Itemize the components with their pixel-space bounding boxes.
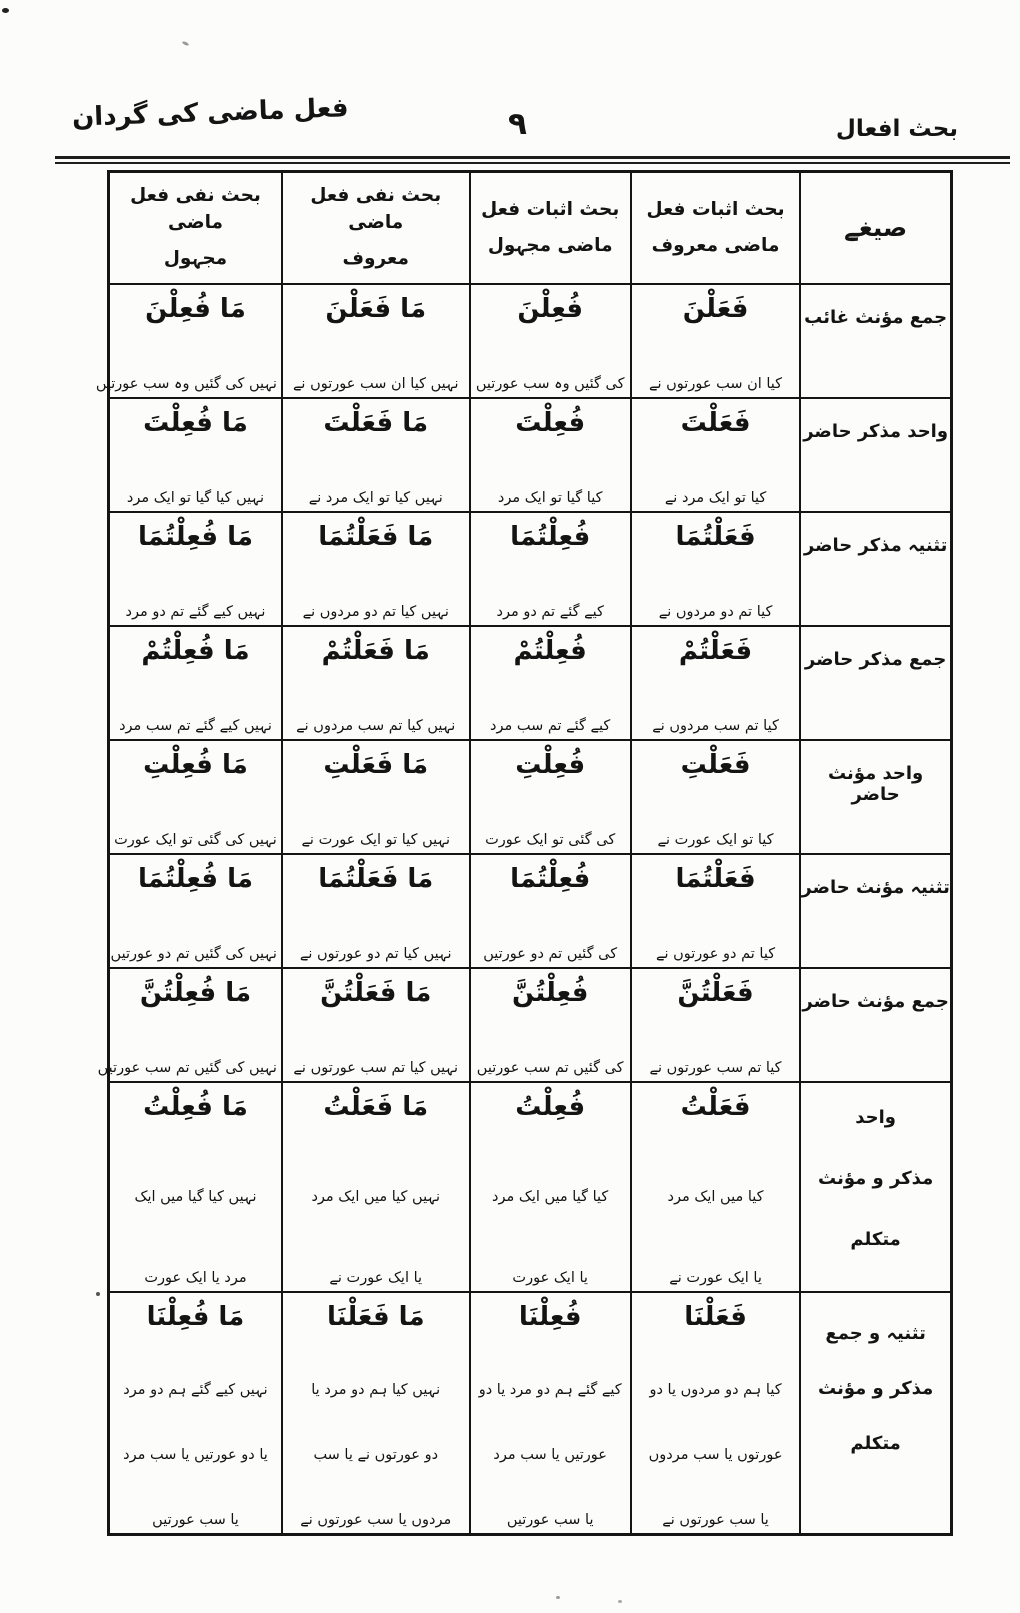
arabic-verb-form: فُعِلْتُمَا bbox=[510, 522, 591, 552]
column-header-line: ماضی مجہول bbox=[487, 234, 613, 256]
scan-speck bbox=[618, 1600, 622, 1603]
table-header-row bbox=[109, 172, 952, 285]
urdu-translation-line: کیا گیا تو ایک مرد bbox=[497, 489, 603, 506]
arabic-verb-form: مَا فُعِلْتُمْ bbox=[141, 636, 250, 666]
header-rule bbox=[55, 156, 1010, 164]
urdu-translation-line: کی گئیں تم دو عورتیں bbox=[483, 945, 618, 962]
row-label-cell bbox=[800, 968, 951, 1082]
urdu-translation-line: کیا تو ایک مرد نے bbox=[664, 489, 767, 506]
arabic-verb-form: فَعَلْتُ bbox=[680, 1092, 751, 1122]
urdu-translation-line: کیے گئے ہم دو مرد یا دو bbox=[478, 1382, 622, 1399]
row-label-line: جمع مؤنث حاضر bbox=[802, 991, 949, 1012]
verb-cell-negative-active bbox=[282, 398, 470, 512]
verb-cell-content bbox=[632, 513, 799, 625]
arabic-verb-form: مَا فُعِلْتُ bbox=[143, 1092, 248, 1122]
verb-cell-content bbox=[95, 285, 281, 397]
verb-cell-content bbox=[110, 1083, 281, 1291]
verb-cell-negative-active bbox=[282, 740, 470, 854]
verb-cell-content bbox=[471, 1293, 630, 1533]
page-title: فعل ماضی کی گردان bbox=[71, 93, 349, 133]
table-row bbox=[109, 512, 952, 626]
verb-cell-content bbox=[110, 741, 281, 853]
urdu-translation-line: نہیں کیا تم دو عورتوں نے bbox=[299, 945, 452, 962]
verb-cell-content bbox=[283, 513, 469, 625]
row-label bbox=[801, 1083, 950, 1291]
verb-cell-affirmative-passive bbox=[470, 626, 631, 740]
verb-cell-affirmative-active bbox=[631, 1082, 800, 1292]
column-header-line: بحث نفی فعل ماضی bbox=[130, 185, 261, 234]
verb-cell-content bbox=[471, 855, 630, 967]
urdu-translation-line: کیے گئے تم دو مرد bbox=[496, 603, 604, 620]
verb-cell-affirmative-passive bbox=[470, 1292, 631, 1535]
urdu-translation-line: نہیں کیا تو ایک مرد نے bbox=[308, 489, 443, 506]
verb-cell-negative-passive bbox=[109, 854, 282, 968]
column-header-line: مجہول bbox=[163, 247, 228, 269]
urdu-translation-line: نہیں کی گئیں تم سب عورتیں bbox=[97, 1059, 277, 1076]
verb-cell-content bbox=[283, 285, 469, 397]
verb-cell-affirmative-passive bbox=[470, 854, 631, 968]
column-header-line: بحث اثبات فعل bbox=[646, 198, 785, 220]
verb-cell-negative-passive bbox=[109, 1292, 282, 1535]
row-label-line: تثنیہ و جمع bbox=[825, 1323, 926, 1344]
scan-speck bbox=[96, 1292, 100, 1296]
row-label bbox=[801, 285, 950, 397]
urdu-translation-line: کیا ان سب عورتوں نے bbox=[649, 375, 783, 392]
arabic-verb-form: فَعَلْتُمَا bbox=[675, 522, 756, 552]
verb-cell-negative-passive bbox=[109, 740, 282, 854]
column-header-line: صیغے bbox=[844, 212, 908, 242]
verb-cell-negative-passive bbox=[109, 512, 282, 626]
row-label-line: متکلم bbox=[850, 1229, 901, 1250]
urdu-translation-line: کیا تم دو عورتوں نے bbox=[655, 945, 776, 962]
conjugation-table bbox=[95, 170, 953, 1536]
arabic-verb-form: مَا فُعِلْتَ bbox=[143, 408, 248, 438]
verb-cell-content bbox=[632, 627, 799, 739]
verb-cell-negative-active bbox=[282, 626, 470, 740]
urdu-translation-line: نہیں کی گئی تو ایک عورت bbox=[114, 831, 277, 848]
arabic-verb-form: مَا فُعِلْتُمَا bbox=[137, 522, 253, 552]
verb-cell-negative-passive bbox=[97, 968, 282, 1082]
row-label-line: واحد bbox=[855, 1107, 896, 1128]
verb-cell-affirmative-active bbox=[631, 854, 800, 968]
urdu-translation-line: کی گئی تو ایک عورت bbox=[485, 831, 616, 848]
urdu-translation-line: کیا ہم دو مردوں یا دو bbox=[649, 1382, 782, 1399]
table-row bbox=[109, 284, 952, 398]
urdu-translation-line: کیا میں ایک مرد bbox=[667, 1188, 764, 1205]
verb-cell-content bbox=[283, 1083, 469, 1291]
row-label-cell bbox=[800, 512, 951, 626]
urdu-translation-line: کیا تم سب مردوں نے bbox=[652, 717, 779, 734]
row-label-cell bbox=[800, 284, 951, 398]
row-label-line: جمع مؤنث غائب bbox=[804, 307, 948, 328]
verb-cell-content bbox=[283, 969, 469, 1081]
page-number: ۹ bbox=[508, 106, 527, 142]
verb-cell-negative-active bbox=[282, 512, 470, 626]
arabic-verb-form: فُعِلْنَا bbox=[518, 1302, 582, 1332]
arabic-verb-form: مَا فُعِلْنَ bbox=[145, 294, 246, 324]
urdu-translation-line: دو عورتوں نے یا سب bbox=[313, 1446, 439, 1463]
column-header-line: بحث نفی فعل ماضی bbox=[310, 185, 442, 234]
urdu-translation-line: کیا تم دو مردوں نے bbox=[658, 603, 773, 620]
verb-cell-content bbox=[632, 741, 799, 853]
arabic-verb-form: فَعَلْتُمْ bbox=[678, 636, 753, 666]
column-header-line: ماضی معروف bbox=[651, 234, 780, 256]
row-label bbox=[801, 399, 950, 511]
verb-cell-affirmative-active bbox=[631, 1292, 800, 1535]
arabic-verb-form: مَا فَعَلْتِ bbox=[323, 750, 429, 780]
table-row bbox=[109, 398, 952, 512]
chapter-title: بحث افعال bbox=[835, 116, 958, 142]
arabic-verb-form: مَا فَعَلْتُمَا bbox=[318, 522, 434, 552]
row-label-line: جمع مذکر حاضر bbox=[804, 649, 947, 670]
urdu-translation-line: نہیں کیا تو ایک عورت نے bbox=[301, 831, 451, 848]
arabic-verb-form: مَا فُعِلْتِ bbox=[143, 750, 248, 780]
row-label-cell bbox=[800, 398, 951, 512]
urdu-translation-line: نہیں کیے گئے تم دو مرد bbox=[125, 603, 266, 620]
urdu-translation-line: یا ایک عورت bbox=[512, 1269, 588, 1286]
verb-cell-content bbox=[471, 1083, 630, 1291]
verb-cell-content bbox=[110, 513, 281, 625]
urdu-translation-line: عورتوں یا سب مردوں bbox=[648, 1446, 783, 1463]
verb-cell-content bbox=[471, 627, 630, 739]
column-header-negative-passive bbox=[109, 172, 282, 285]
urdu-translation-line: کیے گئے تم سب مرد bbox=[490, 717, 611, 734]
urdu-translation-line: نہیں کیا میں ایک مرد bbox=[311, 1188, 440, 1205]
urdu-translation-line: نہیں کی گئیں تم دو عورتیں bbox=[110, 945, 277, 962]
verb-cell-affirmative-active bbox=[631, 626, 800, 740]
verb-cell-negative-passive bbox=[95, 284, 282, 398]
column-header-affirmative-passive bbox=[470, 172, 631, 285]
arabic-verb-form: مَا فَعَلْتُنَّ bbox=[320, 978, 432, 1008]
verb-cell-content bbox=[632, 1293, 799, 1533]
urdu-translation-line: یا سب عورتیں bbox=[152, 1511, 239, 1528]
arabic-verb-form: مَا فَعَلْتُمْ bbox=[321, 636, 430, 666]
row-label-line: تثنیہ مؤنث حاضر bbox=[801, 877, 950, 898]
row-label-cell bbox=[800, 626, 951, 740]
urdu-translation-line: نہیں کیا تم سب عورتوں نے bbox=[293, 1059, 459, 1076]
verb-cell-content bbox=[471, 399, 630, 511]
urdu-translation-line: یا ایک عورت نے bbox=[329, 1269, 423, 1286]
urdu-translation-line: نہیں کیا تم دو مردوں نے bbox=[302, 603, 449, 620]
arabic-verb-form: مَا فَعَلْتَ bbox=[323, 408, 429, 438]
verb-cell-negative-active bbox=[282, 968, 470, 1082]
urdu-translation-line: نہیں کی گئیں وہ سب عورتیں bbox=[95, 375, 277, 392]
row-label bbox=[801, 1293, 950, 1533]
verb-cell-content bbox=[632, 855, 799, 967]
verb-cell-content bbox=[632, 969, 799, 1081]
arabic-verb-form: مَا فَعَلْتُمَا bbox=[318, 864, 434, 894]
urdu-translation-line: نہیں کیا ہم دو مرد یا bbox=[311, 1382, 441, 1399]
scan-speck bbox=[182, 41, 190, 47]
verb-cell-negative-active bbox=[282, 854, 470, 968]
arabic-verb-form: فَعَلْنَا bbox=[684, 1302, 747, 1332]
urdu-translation-line: نہیں کیا تم سب مردوں نے bbox=[296, 717, 456, 734]
urdu-translation-line: نہیں کیا گیا میں ایک bbox=[134, 1188, 257, 1205]
row-label bbox=[801, 969, 950, 1081]
verb-cell-negative-active bbox=[282, 1292, 470, 1535]
arabic-verb-form: فَعَلْتُنَّ bbox=[677, 978, 754, 1008]
urdu-translation-line: نہیں کیا ان سب عورتوں نے bbox=[292, 375, 459, 392]
row-label-cell bbox=[800, 1082, 951, 1292]
urdu-translation-line: یا دو عورتیں یا سب مرد bbox=[123, 1446, 268, 1463]
arabic-verb-form: مَا فُعِلْتُنَّ bbox=[139, 978, 252, 1008]
column-header-line: بحث اثبات فعل bbox=[481, 198, 620, 220]
verb-cell-content bbox=[110, 627, 281, 739]
scan-speck bbox=[2, 8, 9, 13]
table-row bbox=[109, 626, 952, 740]
table-row bbox=[109, 740, 952, 854]
row-label-cell bbox=[800, 1292, 951, 1535]
arabic-verb-form: مَا فَعَلْتُ bbox=[323, 1092, 429, 1122]
column-header-line: معروف bbox=[342, 247, 409, 269]
table-row bbox=[109, 968, 952, 1082]
verb-cell-affirmative-passive bbox=[470, 398, 631, 512]
urdu-translation-line: کیا گیا میں ایک مرد bbox=[492, 1188, 609, 1205]
row-label bbox=[801, 741, 950, 853]
row-label-line: مذکر و مؤنث bbox=[818, 1378, 934, 1399]
verb-cell-negative-active bbox=[282, 1082, 470, 1292]
urdu-translation-line: یا ایک عورت نے bbox=[669, 1269, 762, 1286]
urdu-translation-line: نہیں کیا گیا تو ایک مرد bbox=[126, 489, 265, 506]
verb-cell-content bbox=[110, 399, 281, 511]
urdu-translation-line: نہیں کیے گئے تم سب مرد bbox=[119, 717, 272, 734]
arabic-verb-form: فَعَلْتُمَا bbox=[675, 864, 756, 894]
verb-cell-content bbox=[471, 285, 630, 397]
column-header-negative-active bbox=[282, 172, 470, 285]
verb-cell-content bbox=[283, 627, 469, 739]
verb-cell-affirmative-active bbox=[631, 284, 800, 398]
verb-cell-negative-passive bbox=[109, 626, 282, 740]
verb-cell-negative-passive bbox=[109, 1082, 282, 1292]
urdu-translation-line: مرد یا ایک عورت bbox=[144, 1269, 247, 1286]
arabic-verb-form: فُعِلْتِ bbox=[515, 750, 586, 780]
arabic-verb-form: مَا فَعَلْنَ bbox=[325, 294, 427, 324]
arabic-verb-form: فُعِلْتُ bbox=[515, 1092, 586, 1122]
row-label-line: واحد مذکر حاضر bbox=[803, 421, 949, 442]
urdu-translation-line: یا سب عورتیں bbox=[506, 1511, 594, 1528]
row-label-line: تثنیہ مذکر حاضر bbox=[803, 535, 948, 556]
verb-cell-content bbox=[110, 855, 281, 967]
row-label-line: واحد مؤنث حاضر bbox=[828, 763, 924, 805]
scan-speck bbox=[556, 1596, 560, 1599]
arabic-verb-form: فُعِلْتَ bbox=[515, 408, 586, 438]
row-label bbox=[801, 627, 950, 739]
arabic-verb-form: فَعَلْنَ bbox=[682, 294, 749, 324]
urdu-translation-line: نہیں کیے گئے ہم دو مرد bbox=[123, 1382, 268, 1399]
arabic-verb-form: فُعِلْتُمَا bbox=[510, 864, 591, 894]
verb-cell-affirmative-passive bbox=[470, 968, 631, 1082]
verb-cell-content bbox=[471, 513, 630, 625]
verb-cell-content bbox=[283, 855, 469, 967]
table-row bbox=[109, 1292, 952, 1535]
arabic-verb-form: مَا فُعِلْتُمَا bbox=[137, 864, 253, 894]
urdu-translation-line: کی گئیں تم سب عورتیں bbox=[476, 1059, 624, 1076]
row-label-cell bbox=[800, 740, 951, 854]
table-row bbox=[109, 854, 952, 968]
verb-cell-affirmative-passive bbox=[470, 1082, 631, 1292]
verb-cell-content bbox=[632, 1083, 799, 1291]
verb-cell-content bbox=[471, 741, 630, 853]
verb-cell-affirmative-passive bbox=[470, 740, 631, 854]
arabic-verb-form: مَا فَعَلْنَا bbox=[326, 1302, 425, 1332]
column-header-affirmative-active bbox=[631, 172, 800, 285]
verb-cell-affirmative-active bbox=[631, 398, 800, 512]
urdu-translation-line: کیا تو ایک عورت نے bbox=[657, 831, 774, 848]
arabic-verb-form: فُعِلْنَ bbox=[517, 294, 584, 324]
verb-cell-content bbox=[283, 741, 469, 853]
verb-cell-content bbox=[632, 285, 799, 397]
verb-cell-negative-passive bbox=[109, 398, 282, 512]
verb-cell-content bbox=[97, 969, 281, 1081]
verb-cell-content bbox=[283, 1293, 469, 1533]
column-header-sigha bbox=[800, 172, 951, 285]
row-label-cell bbox=[800, 854, 951, 968]
urdu-translation-line: یا سب عورتوں نے bbox=[662, 1511, 769, 1528]
arabic-verb-form: فَعَلْتَ bbox=[680, 408, 751, 438]
row-label-line: مذکر و مؤنث bbox=[818, 1168, 934, 1189]
verb-cell-content bbox=[632, 399, 799, 511]
verb-cell-content bbox=[283, 399, 469, 511]
urdu-translation-line: کی گئیں وہ سب عورتیں bbox=[475, 375, 625, 392]
urdu-translation-line: عورتیں یا سب مرد bbox=[493, 1446, 607, 1463]
verb-cell-affirmative-active bbox=[631, 740, 800, 854]
verb-cell-affirmative-active bbox=[631, 512, 800, 626]
verb-cell-affirmative-passive bbox=[470, 284, 631, 398]
arabic-verb-form: فَعَلْتِ bbox=[680, 750, 751, 780]
verb-cell-affirmative-active bbox=[631, 968, 800, 1082]
verb-cell-content bbox=[110, 1293, 281, 1533]
urdu-translation-line: کیا تم سب عورتوں نے bbox=[649, 1059, 782, 1076]
row-label bbox=[801, 513, 950, 625]
verb-cell-negative-active bbox=[282, 284, 470, 398]
table-row bbox=[109, 1082, 952, 1292]
verb-cell-content bbox=[471, 969, 630, 1081]
arabic-verb-form: فُعِلْتُمْ bbox=[513, 636, 587, 666]
row-label bbox=[801, 855, 950, 967]
arabic-verb-form: مَا فُعِلْنَا bbox=[146, 1302, 245, 1332]
verb-cell-affirmative-passive bbox=[470, 512, 631, 626]
arabic-verb-form: فُعِلْتُنَّ bbox=[512, 978, 589, 1008]
row-label-line: متکلم bbox=[850, 1433, 901, 1454]
urdu-translation-line: مردوں یا سب عورتوں نے bbox=[300, 1511, 452, 1528]
